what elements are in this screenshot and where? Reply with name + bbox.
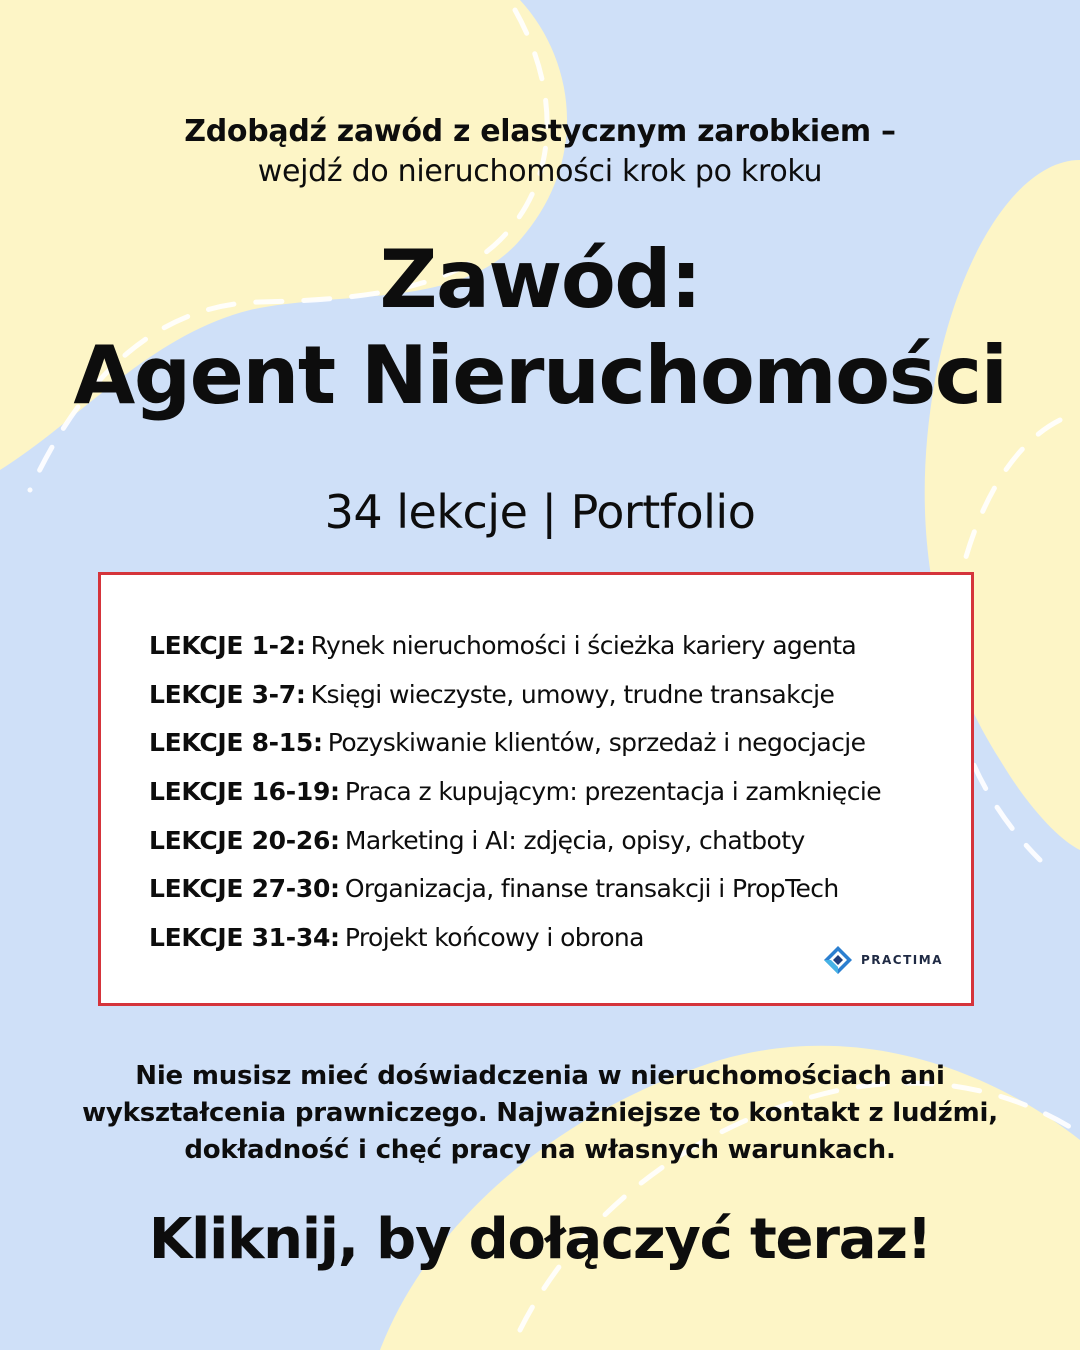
- lesson-item: [149, 719, 881, 768]
- lesson-item: [149, 865, 881, 914]
- notice-line-2: wykształcenia prawniczego. Najważniejsze to kontakt z ludźmi,: [82, 1098, 998, 1128]
- logo-text: PRACTIMA: [860, 953, 943, 967]
- lesson-range: LEKCJE 20-26:: [149, 825, 340, 855]
- lesson-description: Marketing i AI: zdjęcia, opisy, chatboty: [344, 825, 805, 855]
- lesson-range: LEKCJE 27-30:: [149, 874, 340, 904]
- tagline-bold: Zdobądź zawód z elastycznym zarobkiem –: [184, 114, 896, 149]
- tagline-regular: wejdź do nieruchomości krok po kroku: [257, 154, 823, 189]
- lesson-item: [149, 817, 881, 866]
- lesson-item: [149, 671, 881, 720]
- lessons-list: [149, 622, 881, 963]
- course-subtitle: 34 lekcje | Portfolio: [324, 485, 756, 539]
- lessons-box: [98, 572, 974, 1006]
- tagline: [0, 112, 1080, 192]
- lesson-item: [149, 768, 881, 817]
- lesson-range: LEKCJE 31-34:: [149, 923, 340, 953]
- lesson-description: Pozyskiwanie klientów, sprzedaż i negocjacje: [327, 728, 866, 758]
- lesson-range: LEKCJE 1-2:: [149, 631, 306, 660]
- practima-logo: [823, 945, 943, 975]
- lesson-range: LEKCJE 16-19:: [149, 777, 340, 807]
- lesson-description: Rynek nieruchomości i ścieżka kariery agenta: [310, 631, 857, 660]
- lesson-item: [149, 622, 881, 671]
- title-line-1: Zawód:: [379, 233, 701, 326]
- page-title: [0, 232, 1080, 424]
- lesson-range: LEKCJE 8-15:: [149, 728, 323, 758]
- lesson-range: LEKCJE 3-7:: [149, 679, 306, 709]
- practima-diamond-icon: [823, 945, 853, 975]
- lesson-description: Projekt końcowy i obrona: [344, 923, 644, 953]
- title-line-2: Agent Nieruchomości: [73, 329, 1007, 422]
- notice-text: [0, 1058, 1080, 1169]
- notice-line-3: dokładność i chęć pracy na własnych warunkach.: [184, 1135, 896, 1165]
- lesson-item: [149, 914, 881, 963]
- lesson-description: Księgi wieczyste, umowy, trudne transakcje: [310, 679, 835, 709]
- lesson-description: Praca z kupującym: prezentacja i zamknięcie: [344, 777, 881, 807]
- cta-join-link[interactable]: Kliknij, by dołączyć teraz!: [148, 1207, 932, 1272]
- lesson-description: Organizacja, finanse transakcji i PropTech: [344, 874, 839, 904]
- notice-line-1: Nie musisz mieć doświadczenia w nieruchomościach ani: [135, 1061, 945, 1091]
